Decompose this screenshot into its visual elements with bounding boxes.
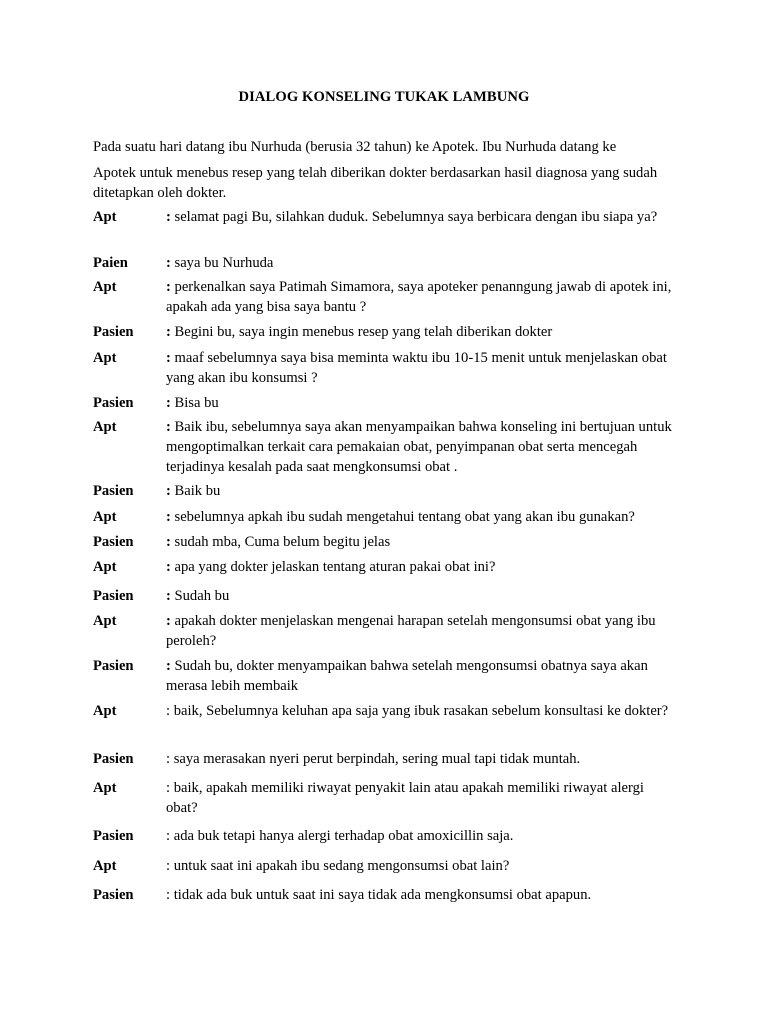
- intro-line-2: Apotek untuk menebus resep yang telah diberikan dokter berdasarkan hasil diagnosa yang sudah ditetapkan oleh dokter.: [93, 165, 658, 201]
- utterance: : Sudah bu: [166, 588, 230, 604]
- speaker-label: Pasien: [93, 483, 134, 499]
- utterance: : Bisa bu: [166, 395, 219, 411]
- utterance: : Baik bu: [166, 483, 221, 499]
- speaker-label: Apt: [93, 209, 117, 225]
- utterance: : Sudah bu, dokter menyampaikan bahwa setelah mengonsumsi obatnya saya akan merasa lebih membaik: [166, 658, 648, 694]
- intro-line-1: Pada suatu hari datang ibu Nurhuda (berusia 32 tahun) ke Apotek. Ibu Nurhuda datang ke: [93, 139, 617, 155]
- speaker-label: Apt: [93, 350, 117, 366]
- utterance: : sudah mba, Cuma belum begitu jelas: [166, 534, 391, 550]
- speaker-label: Apt: [93, 703, 117, 719]
- utterance: : perkenalkan saya Patimah Simamora, saya apoteker penanngung jawab di apotek ini, apakah ada yang bisa saya bantu ?: [166, 279, 672, 315]
- utterance: : Begini bu, saya ingin menebus resep yang telah diberikan dokter: [166, 324, 553, 340]
- utterance: : baik, Sebelumnya keluhan apa saja yang ibuk rasakan sebelum konsultasi ke dokter?: [166, 703, 669, 719]
- utterance: : selamat pagi Bu, silahkan duduk. Sebelumnya saya berbicara dengan ibu siapa ya?: [166, 209, 658, 225]
- document-title: DIALOG KONSELING TUKAK LAMBUNG: [238, 89, 530, 105]
- speaker-label: Pasien: [93, 887, 134, 903]
- speaker-label: Pasien: [93, 751, 134, 767]
- speaker-label: Paien: [93, 255, 128, 271]
- speaker-label: Pasien: [93, 534, 134, 550]
- speaker-label: Apt: [93, 419, 117, 435]
- speaker-label: Apt: [93, 509, 117, 525]
- speaker-label: Apt: [93, 858, 117, 874]
- utterance: : tidak ada buk untuk saat ini saya tidak ada mengkonsumsi obat apapun.: [166, 887, 592, 903]
- utterance: : apakah dokter menjelaskan mengenai harapan setelah mengonsumsi obat yang ibu peroleh?: [166, 613, 656, 649]
- speaker-label: Apt: [93, 559, 117, 575]
- utterance: : sebelumnya apkah ibu sudah mengetahui tentang obat yang akan ibu gunakan?: [166, 509, 635, 525]
- speaker-label: Pasien: [93, 588, 134, 604]
- speaker-label: Pasien: [93, 828, 134, 844]
- utterance: : untuk saat ini apakah ibu sedang mengonsumsi obat lain?: [166, 858, 510, 874]
- speaker-label: Apt: [93, 613, 117, 629]
- utterance: : baik, apakah memiliki riwayat penyakit lain atau apakah memiliki riwayat alergi obat?: [166, 780, 644, 816]
- utterance: : apa yang dokter jelaskan tentang aturan pakai obat ini?: [166, 559, 496, 575]
- speaker-label: Pasien: [93, 395, 134, 411]
- utterance: : Baik ibu, sebelumnya saya akan menyampaikan bahwa konseling ini bertujuan untuk mengoptimalkan terkait cara pemakaian obat, penyimpanan obat serta mencegah terjadinya kesalah pada saat mengkonsumsi obat .: [166, 419, 672, 475]
- speaker-label: Pasien: [93, 658, 134, 674]
- speaker-label: Apt: [93, 780, 117, 796]
- utterance: : saya bu Nurhuda: [166, 255, 274, 271]
- utterance: : saya merasakan nyeri perut berpindah, sering mual tapi tidak muntah.: [166, 751, 581, 767]
- utterance: : ada buk tetapi hanya alergi terhadap obat amoxicillin saja.: [166, 828, 514, 844]
- speaker-label: Apt: [93, 279, 117, 295]
- utterance: : maaf sebelumnya saya bisa meminta waktu ibu 10-15 menit untuk menjelaskan obat yang akan ibu konsumsi ?: [166, 350, 667, 386]
- speaker-label: Pasien: [93, 324, 134, 340]
